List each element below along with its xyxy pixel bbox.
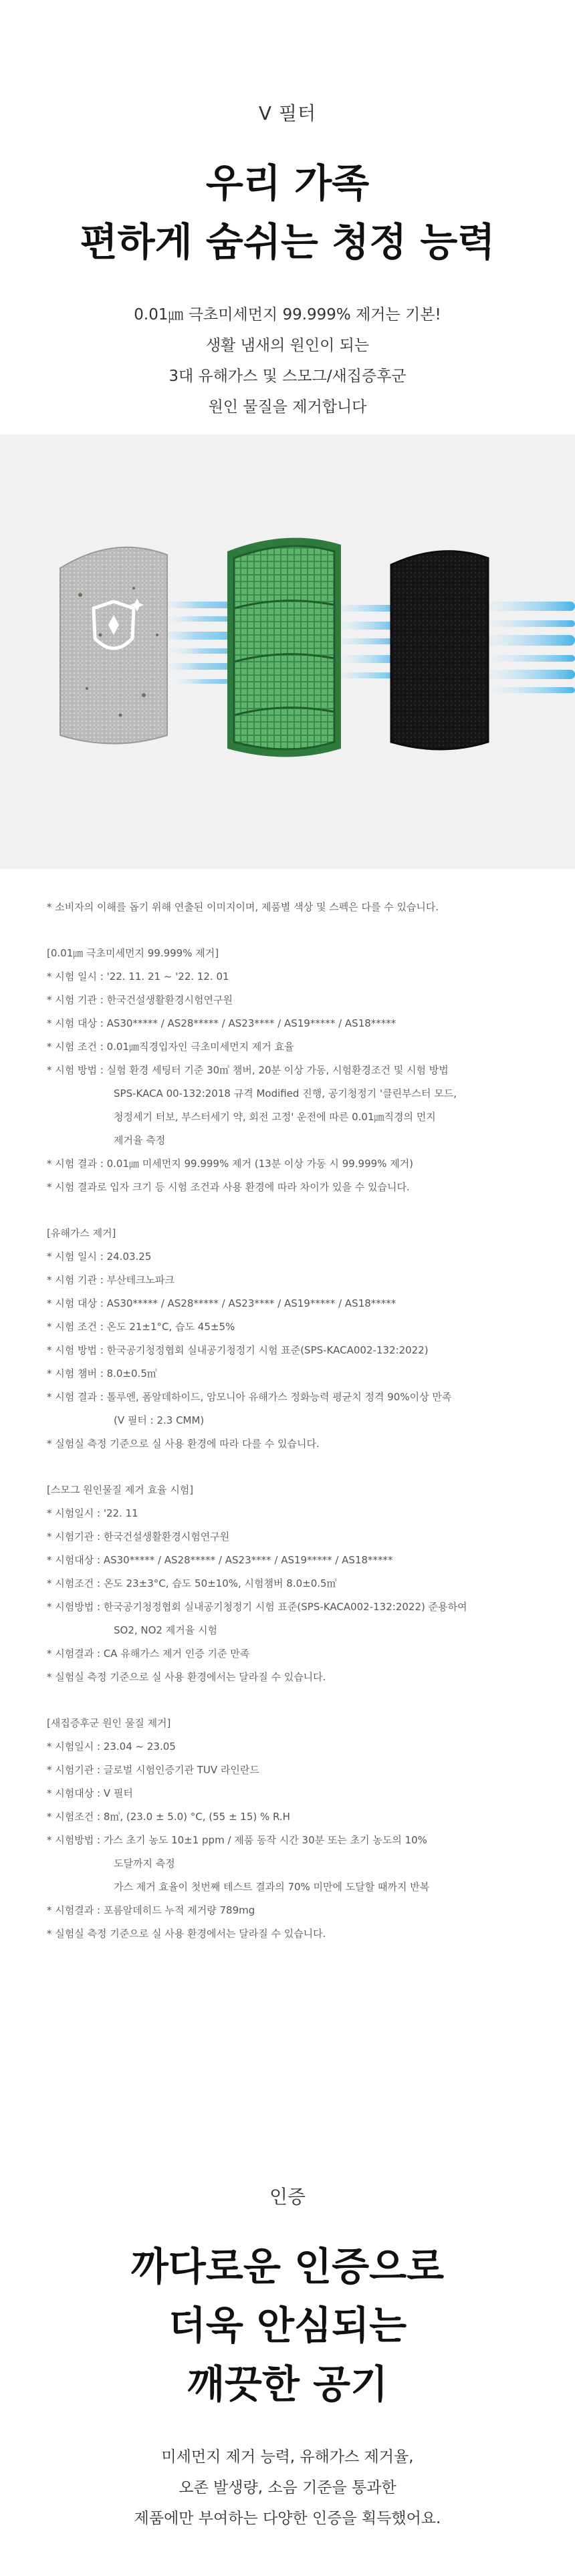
note-line: * 실험실 측정 기준으로 실 사용 환경에 따라 다를 수 있습니다. bbox=[47, 1438, 320, 1450]
image-disclaimer: * 소비자의 이해를 돕기 위해 연출된 이미지이며, 제품별 색상 및 스펙은 다를 수 있습니다. bbox=[47, 901, 439, 913]
note-title: [유해가스 제거] bbox=[47, 1227, 116, 1239]
note-line: * 시험 방법 : 실험 환경 세팅터 기준 30㎥ 챔버, 20분 이상 가동, 시험환경조건 및 시험 방법 bbox=[47, 1064, 449, 1076]
note-title: [새집증후군 원인 물질 제거] bbox=[47, 1717, 171, 1729]
note-line: * 실험실 측정 기준으로 실 사용 환경에서는 달라질 수 있습니다. bbox=[47, 1671, 326, 1683]
note-line: 청정세기 터보, 부스터세기 약, 회전 고정' 운전에 따른 0.01㎛직경의 먼지 bbox=[114, 1111, 436, 1123]
headline-line: 편하게 숨쉬는 청정 능력 bbox=[80, 219, 495, 265]
note-line: * 시험기관 : 한국건설생활환경시험연구원 bbox=[47, 1531, 230, 1543]
note-line: * 시험 일시 : '22. 11. 21 ~ '22. 12. 01 bbox=[47, 971, 229, 983]
note-title: [0.01㎛ 극초미세먼지 99.999% 제거] bbox=[47, 947, 219, 959]
note-line: SPS-KACA 00-132:2018 규격 Modified 진행, 공기청정기 '클린부스터 모드, bbox=[114, 1087, 457, 1100]
note-line: * 시험 챔버 : 8.0±0.5㎥ bbox=[47, 1368, 157, 1380]
note-line: * 시험 대상 : AS30***** / AS28***** / AS23**** / AS19***** / AS18***** bbox=[47, 1017, 396, 1029]
note-line: * 시험기관 : 글로벌 시험인증기관 TUV 라인란드 bbox=[47, 1764, 259, 1776]
note-block-smog bbox=[47, 1478, 528, 1689]
filter-illustration bbox=[0, 434, 575, 869]
headline-line: 까다로운 인증으로 bbox=[130, 2244, 445, 2289]
section-eyebrow: 인증 bbox=[269, 2186, 306, 2208]
note-line: 가스 제거 효율이 첫번째 테스트 결과의 70% 미만에 도달할 때까지 반복 bbox=[114, 1881, 430, 1893]
description-line: 생활 냄새의 원인이 되는 bbox=[205, 337, 370, 354]
description-line: 3대 유해가스 및 스모그/새집증후군 bbox=[168, 368, 407, 385]
carbon-filter-black bbox=[391, 551, 488, 749]
note-line: * 시험 조건 : 0.01㎛직경입자인 극초미세먼지 제거 효율 bbox=[47, 1041, 294, 1053]
description-line: 제품에만 부여하는 다양한 인증을 획득했어요. bbox=[134, 2510, 441, 2527]
description-line: 미세먼지 제거 능력, 유해가스 제거율, bbox=[161, 2448, 414, 2466]
note-line: * 시험일시 : '22. 11 bbox=[47, 1507, 138, 1519]
filter-illustration-svg bbox=[0, 434, 575, 869]
note-line: * 시험조건 : 8㎥, (23.0 ± 5.0) °C, (55 ± 15) % R.H bbox=[47, 1811, 290, 1823]
note-line: 제거율 측정 bbox=[114, 1134, 166, 1146]
note-line: * 시험대상 : V 필터 bbox=[47, 1787, 133, 1799]
section-eyebrow: V 필터 bbox=[258, 102, 317, 124]
note-line: (V 필터 : 2.3 CMM) bbox=[114, 1414, 205, 1426]
deodorizing-filter-green bbox=[227, 538, 341, 757]
note-line: * 시험 결과 : 톨루엔, 폼알데하이드, 암모니아 유해가스 정화능력 평균치 정격 90%이상 만족 bbox=[47, 1391, 452, 1403]
test-notes bbox=[0, 869, 575, 1968]
v-filter-intro bbox=[0, 0, 575, 434]
note-line: * 시험결과 : CA 유해가스 제거 인증 기준 만족 bbox=[47, 1648, 250, 1660]
note-line: * 시험 결과로 입자 크기 등 시험 조건과 사용 환경에 따라 차이가 있을 수 있습니다. bbox=[47, 1181, 410, 1193]
note-line: * 시험방법 : 가스 초기 농도 10±1 ppm / 제품 동작 시간 30분 또는 초기 농도의 10% bbox=[47, 1834, 427, 1846]
note-line: * 시험 대상 : AS30***** / AS28***** / AS23**** / AS19***** / AS18***** bbox=[47, 1297, 396, 1309]
headline-line: 더욱 안심되는 bbox=[168, 2303, 407, 2348]
section-description bbox=[0, 299, 575, 422]
section-headline bbox=[0, 2237, 575, 2414]
note-line: * 시험 기관 : 부산테크노파크 bbox=[47, 1274, 175, 1286]
note-line: * 시험 조건 : 온도 21±1°C, 습도 45±5% bbox=[47, 1321, 235, 1333]
certification-intro bbox=[0, 2182, 575, 2534]
note-block-harmful-gas bbox=[47, 1222, 528, 1456]
note-line: * 시험 일시 : 24.03.25 bbox=[47, 1251, 152, 1263]
note-line: * 시험 기관 : 한국건설생활환경시험연구원 bbox=[47, 994, 233, 1006]
note-line: * 실험실 측정 기준으로 실 사용 환경에서는 달라질 수 있습니다. bbox=[47, 1928, 326, 1940]
note-line: * 시험대상 : AS30***** / AS28***** / AS23**** / AS19***** / AS18***** bbox=[47, 1554, 393, 1566]
section-description bbox=[0, 2442, 575, 2534]
section-headline bbox=[0, 154, 575, 271]
note-line: * 시험방법 : 한국공기청정협회 실내공기청정기 시험 표준(SPS-KACA002-132:2022) 준용하여 bbox=[47, 1601, 467, 1613]
headline-line: 우리 가족 bbox=[205, 160, 370, 206]
note-line: * 시험결과 : 포름알데히드 누적 제거량 789mg bbox=[47, 1904, 255, 1916]
note-block-ultrafine-dust bbox=[47, 942, 528, 1199]
note-line: * 시험조건 : 온도 23±3°C, 습도 50±10%, 시험챔버 8.0±0.5㎥ bbox=[47, 1577, 337, 1589]
description-line: 0.01㎛ 극초미세먼지 99.999% 제거는 기본! bbox=[134, 306, 441, 324]
note-title: [스모그 원인물질 제거 효율 시험] bbox=[47, 1484, 194, 1496]
note-line: * 시험일시 : 23.04 ~ 23.05 bbox=[47, 1741, 176, 1753]
note-line: * 시험 결과 : 0.01㎛ 미세먼지 99.999% 제거 (13분 이상 가동 시 99.999% 제거) bbox=[47, 1158, 414, 1170]
note-block-sick-house bbox=[47, 1712, 528, 1946]
headline-line: 깨끗한 공기 bbox=[187, 2361, 388, 2407]
description-line: 오존 발생량, 소음 기준을 통과한 bbox=[179, 2479, 396, 2496]
note-line: SO2, NO2 제거율 시험 bbox=[114, 1624, 217, 1636]
note-line: 도달까지 측정 bbox=[114, 1857, 175, 1870]
description-line: 원인 물질을 제거합니다 bbox=[208, 398, 367, 416]
prefilter-gray bbox=[60, 547, 167, 744]
note-line: * 시험 방법 : 한국공기청정협회 실내공기청정기 시험 표준(SPS-KACA002-132:2022) bbox=[47, 1344, 429, 1356]
